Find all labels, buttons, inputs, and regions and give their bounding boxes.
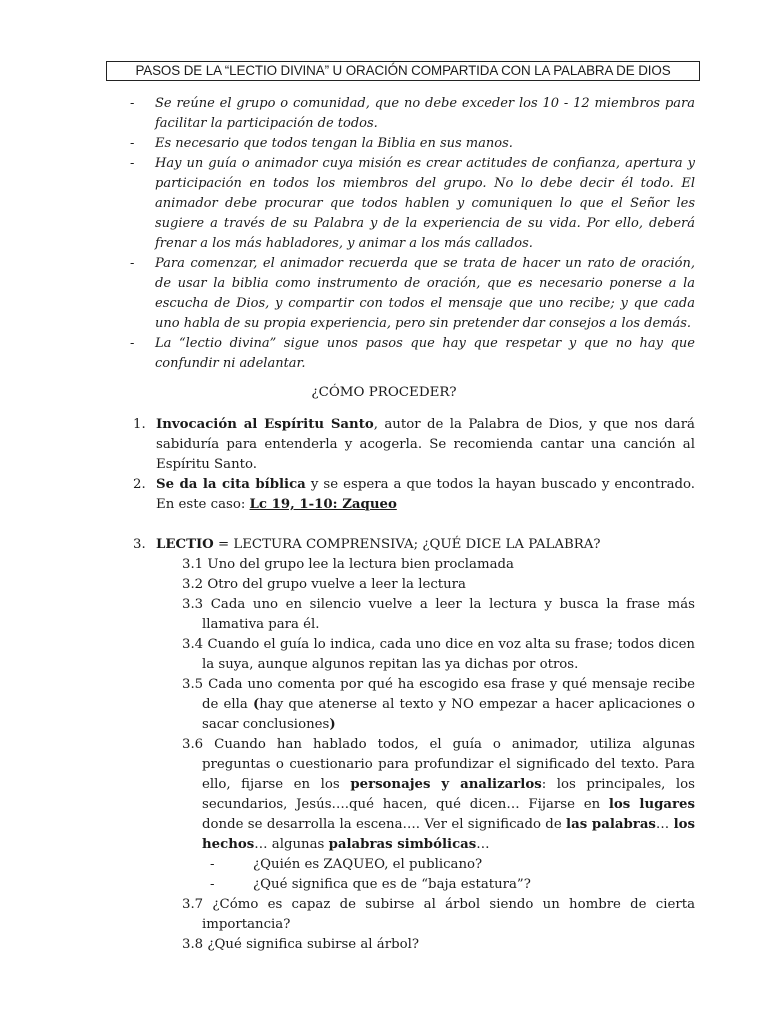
step-text: = LECTURA COMPRENSIVA; ¿QUÉ DICE LA PALABRA? [213,537,601,552]
substeps-list [156,555,695,955]
bullet-dash: - [210,857,215,872]
substep-text: … algunas [254,837,329,852]
substep-text: donde se desarrolla la escena…. Ver el significado de [202,817,567,832]
paren-open: ( [252,697,260,712]
bullet-text: Hay un guía o animador cuya misión es crear actitudes de confianza, apertura y participación en todos los miembros del grupo. No lo debe decir él todo. El animador debe procurar que todos hablen y comuniquen lo que el Señor les sugiere a través de su Palabra y de la experiencia de su vida. Por ello, deberá frenar a los más habladores, y animar a los más callados. [155,156,695,251]
substep-note: hay que atenerse al texto y NO empezar a hacer aplicaciones o sacar conclusiones [202,697,695,732]
substep-3-4 [156,635,695,675]
step-2 [130,475,695,515]
step-1 [130,415,695,475]
step-text: y se espera a que todos la hayan buscado y encontrado. En este caso: [156,477,696,512]
list-item [130,254,695,334]
step-title: LECTIO [156,537,214,552]
emphasis-places: los lugares [608,797,695,812]
step-title: Invocación al Espíritu Santo [156,417,374,432]
emphasis-characters: personajes y analizarlos [350,777,542,792]
substep-3-1 [156,555,695,575]
step-number: 2. [133,477,146,492]
bullet-text: La “lectio divina” sigue unos pasos que hay que respetar y que no hay que confundir ni adelantar. [155,336,695,371]
substep-text: ¿Cómo es capaz de subirse al árbol siendo un hombre de cierta importancia? [202,897,695,932]
question-text: ¿Qué significa que es de “baja estatura”? [253,877,531,892]
substep-text: Uno del grupo lee la lectura bien proclamada [207,557,514,572]
emphasis-facts: los hechos [202,817,695,852]
list-item [210,855,695,875]
substep-3-2 [156,575,695,595]
substep-3-7 [156,895,695,935]
question-list [202,855,695,895]
list-item [210,875,695,895]
bullet-dash: - [130,156,135,171]
substep-text: Cuando han hablado todos, el guía o animador, utiliza algunas preguntas o cuestionario para profundizar el significado del texto. Para ello, fijarse en los [202,737,695,792]
bible-reference: Lc 19, 1-10: Zaqueo [249,497,397,512]
bullet-dash: - [130,336,135,351]
substep-text: ¿Qué significa subirse al árbol? [207,937,419,952]
bullet-text: Se reúne el grupo o comunidad, que no debe exceder los 10 - 12 miembros para facilitar la participación de todos. [155,96,695,131]
substep-text: … [655,817,674,832]
bullet-text: Para comenzar, el animador recuerda que se trata de hacer un rato de oración, de usar la biblia como instrumento de oración, que es necesario ponerse a la escucha de Dios, y compartir con todos el mensaje que uno recibe; y que cada uno habla de su propia experiencia, pero sin pretender dar consejos a los demás. [155,256,695,331]
substep-number: 3.3 [182,597,204,612]
document-title: PASOS DE LA “LECTIO DIVINA” U ORACIÓN COMPARTIDA CON LA PALABRA DE DIOS [106,61,700,81]
substep-text: Cuando el guía lo indica, cada uno dice en voz alta su frase; todos dicen la suya, aunque algunos repitan las ya dichas por otros. [202,637,695,672]
bullet-dash: - [210,877,215,892]
paren-close: ) [329,717,336,732]
substep-number: 3.7 [182,897,204,912]
step-text: , autor de la Palabra de Dios, y que nos dará sabiduría para entenderla y acogerla. Se recomienda cantar una canción al Espíritu Santo. [156,417,695,472]
substep-text: … [476,837,490,852]
step-number: 3. [133,537,146,552]
bullet-dash: - [130,256,135,271]
step-number: 1. [133,417,146,432]
step-3 [130,535,695,955]
intro-bullet-list [130,94,695,374]
substep-number: 3.8 [182,937,204,952]
substep-3-3 [156,595,695,635]
substep-number: 3.5 [182,677,204,692]
list-item [130,334,695,374]
substep-number: 3.1 [182,557,204,572]
bullet-text: Es necesario que todos tengan la Biblia en sus manos. [155,136,513,151]
list-item [130,94,695,134]
substep-text: Otro del grupo vuelve a leer la lectura [207,577,466,592]
question-text: ¿Quién es ZAQUEO, el publicano? [253,857,483,872]
bullet-dash: - [130,136,135,151]
substep-text: : los principales, los secundarios, Jesús….qué hacen, qué dicen… Fijarse en [202,777,696,812]
bullet-dash: - [130,96,135,111]
list-item [130,154,695,254]
substep-3-6 [156,735,695,895]
emphasis-symbolic-words: palabras simbólicas [328,837,477,852]
substep-text: Cada uno en silencio vuelve a leer la lectura y busca la frase más llamativa para él. [202,597,695,632]
substep-number: 3.4 [182,637,204,652]
substep-3-8 [156,935,695,955]
step-title: Se da la cita bíblica [156,477,306,492]
substep-text: Cada uno comenta por qué ha escogido esa frase y qué mensaje recibe de ella [202,677,695,712]
emphasis-words: las palabras [566,817,656,832]
substep-number: 3.6 [182,737,204,752]
substep-number: 3.2 [182,577,204,592]
list-item [130,134,695,154]
section-heading: ¿CÓMO PROCEDER? [311,385,457,400]
substep-3-5 [156,675,695,735]
steps-list [130,415,695,955]
